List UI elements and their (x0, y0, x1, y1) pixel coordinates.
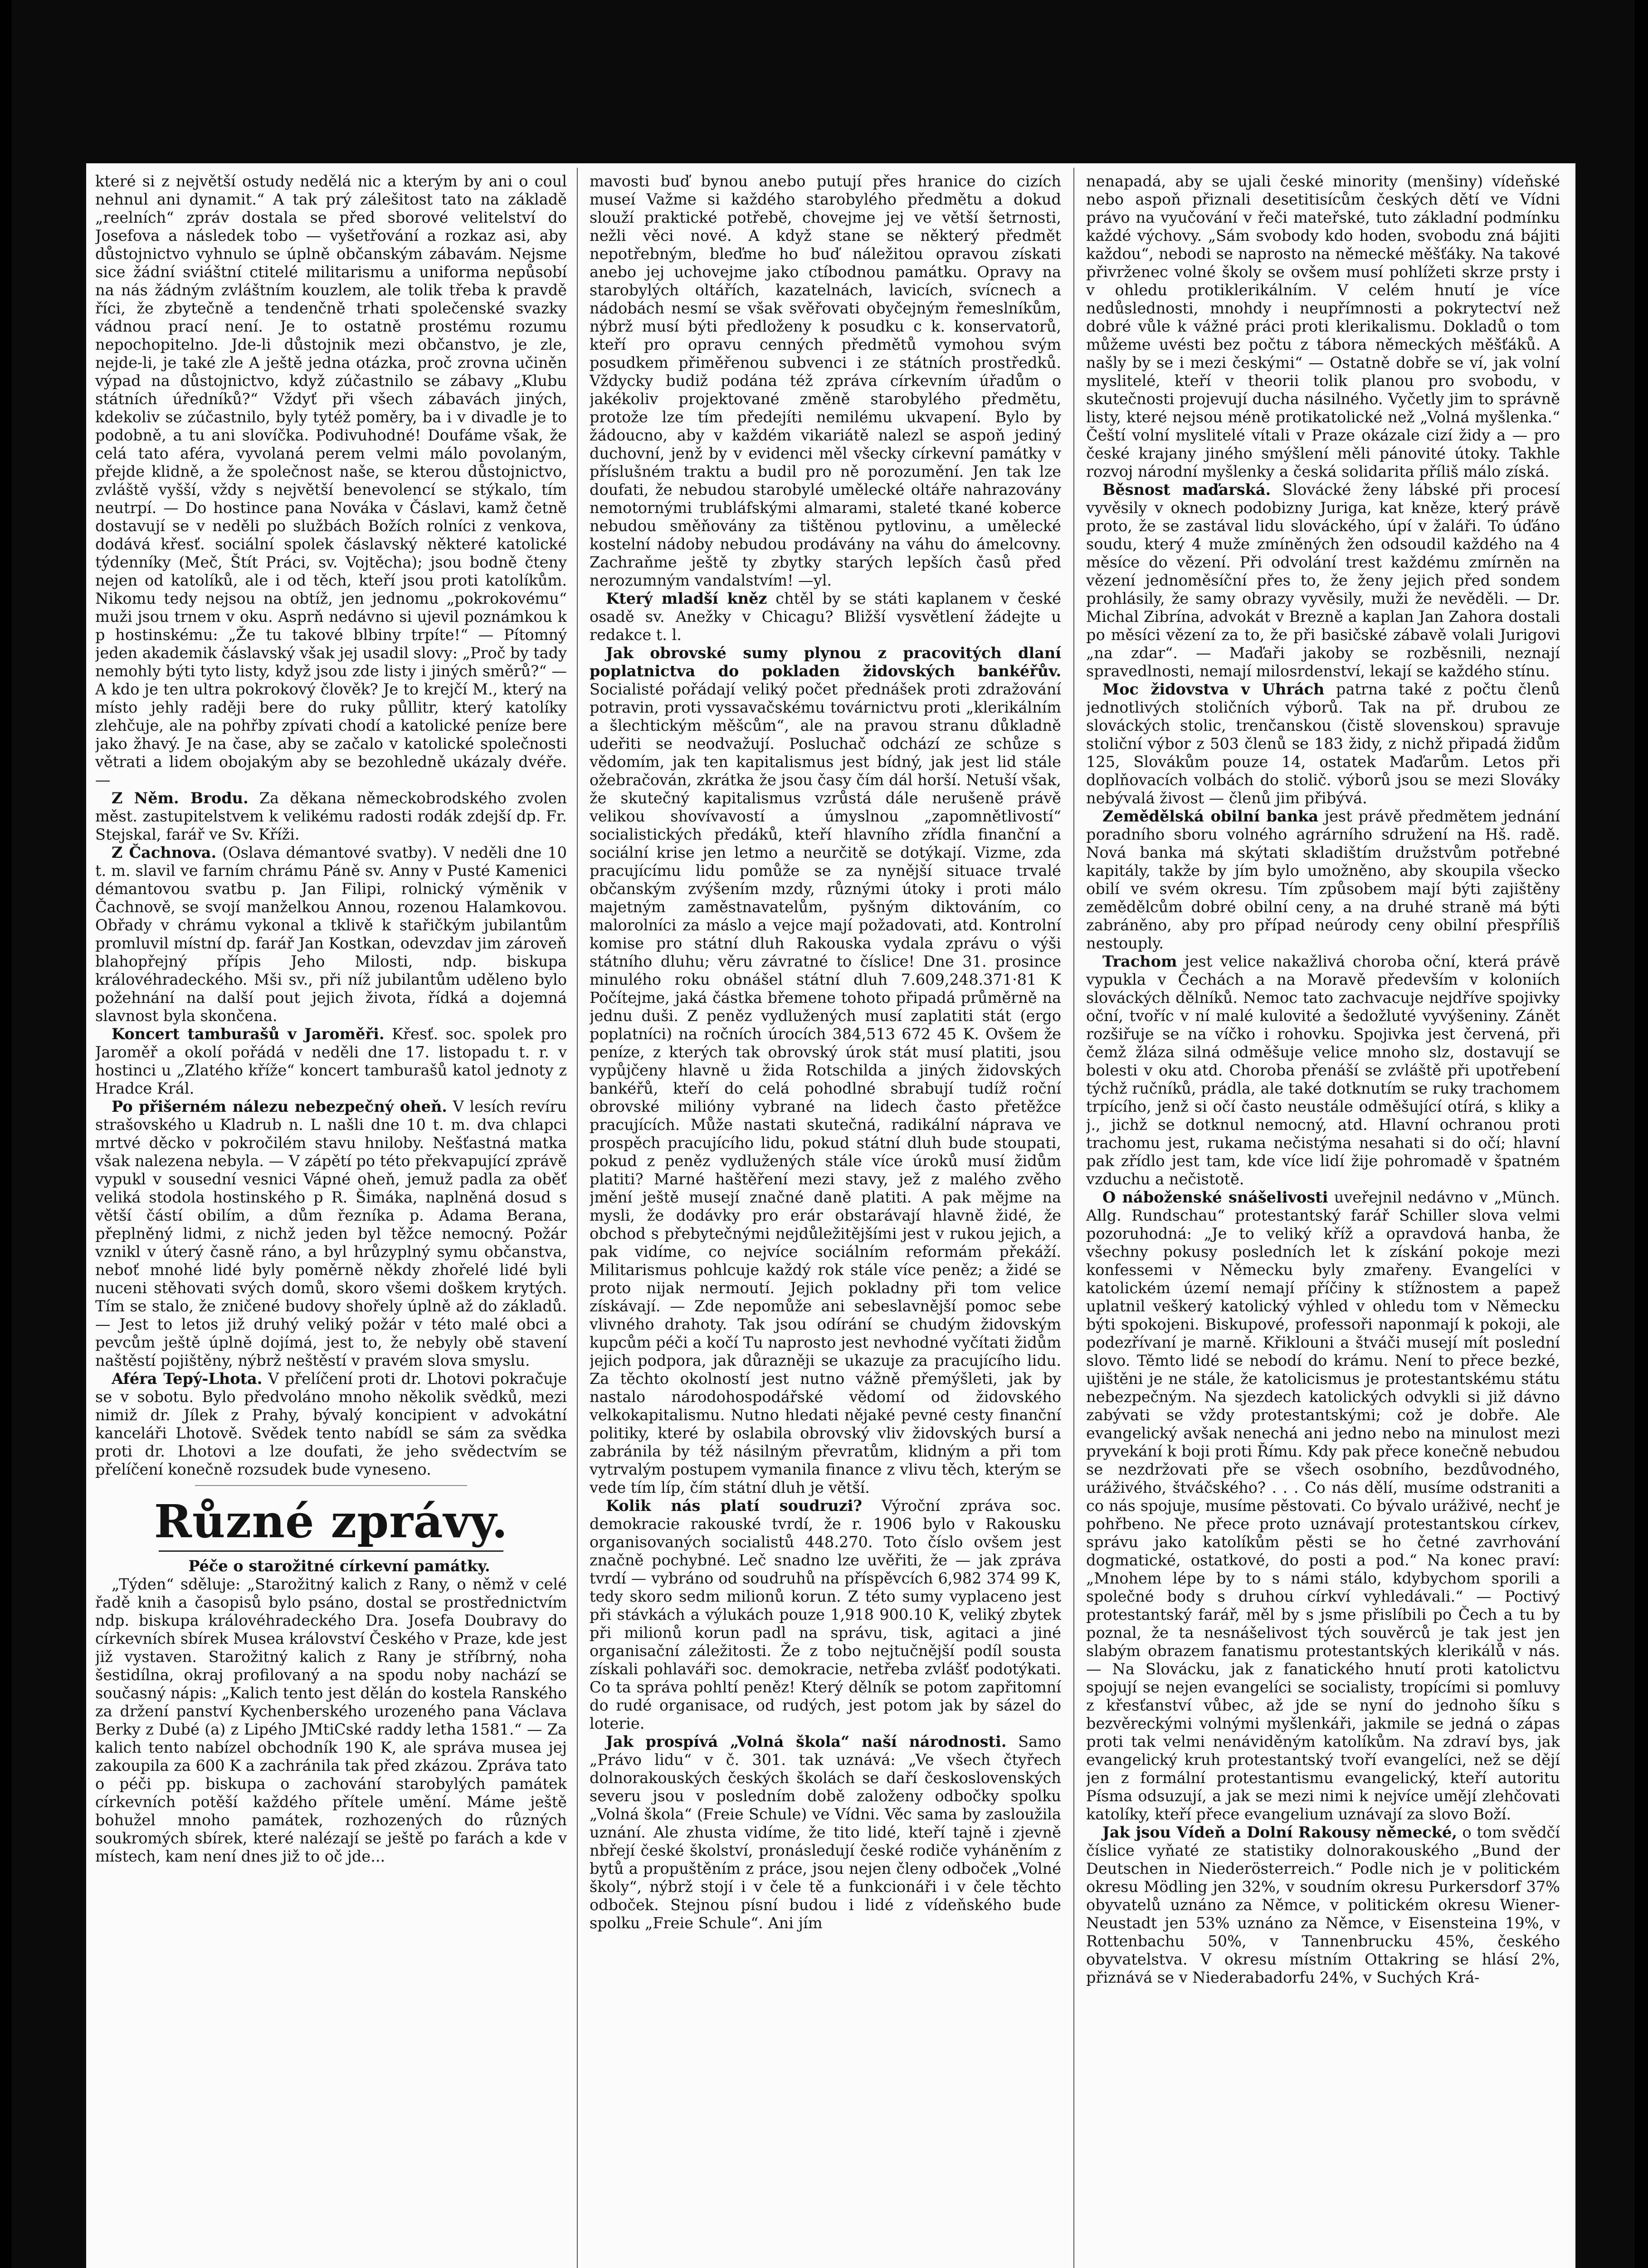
article-heading: Jak jsou Vídeň a Dolní Rakousy německé, (1102, 1823, 1457, 1841)
column-2 (590, 172, 1061, 2268)
column-1 (95, 172, 567, 2268)
article-paragraph (95, 1025, 567, 1098)
article-text: patrna také z počtu členů jednotlivých stoličních výborů. Tak na př. drubou ze slováckých stolic, trenčanskou (čistě slovenskou) spravuje stoliční výbor z 503 členů se 183 židy, z nichž připadá židům 125, Slovákům pouze 14, ostatek Maďarům. Letos při doplňovacích volbách do stolič. výborů jsou se mezi Slováky nebývalá živost — členů jim přibývá. (1086, 680, 1560, 807)
title-underline (159, 1550, 503, 1552)
article-paragraph (590, 590, 1061, 644)
article-paragraph (1086, 1823, 1560, 1987)
article-text: (Oslava démantové svatby). V neděli dne 10 t. m. slavil ve farním chrámu Páně sv. Anny v Pusté Kamenici démantovou svatbu p. Jan Filipi, rolnický výměnik v Čachnově, se svojí manželkou Annou, rozenou Halamkovou. Obřady v chrámu vykonal a tklivě k stařičkým jubilantům promluvil místní dp. farář Jan Kostkan, odevzdav jim zároveň blahopřejný přípis Jeho Milosti, ndp. biskupa královéhradeckého. Mši sv., při níž jubilantům uděleno bylo požehnání na další pout jejich života, řídká a dojemná slavnost byla skončena. (95, 844, 567, 1025)
article-paragraph: které si z největší ostudy nedělá nic a kterým by ani o coul nehnul ani dynamit.“ A tak prý zálešitost tato na základě „reelních“ zpráv dostala se před sborové velitelství do Josefova a následek tobo — vyšetřování a rozkaz asi, aby důstojnictvo vyhnulo se úplně občanským zábavám. Nejsme sice žádní sviáštní ctitelé militarismu a uniforma nepůsobí na nás žádným zvláštním kouzlem, ale tolik třeba k pravdě říci, že zbytečně a tendenčně trhati společenské svazky vádnou prací není. Je to ostatně prostému rozumu nepochopitelno. Jde-li důstojnik mezi občanstvo, je zle, nejde-li, je také zle A ještě jedna otázka, proč zrovna učiněn výpad na důstojnictvo, když zúčastnilo se zábavy „Klubu státních úředníků?“ Vždyť při všech zábavách jiných, kdekoliv se zúčastnilo, byly tytéž poměry, ba i v divadle je to podobně, a tu ani slovíčka. Podivuhodné! Doufáme však, že celá tato aféra, vyvolaná perem velmi málo povolaným, přejde klidně, a že společnost naše, se kterou důstojnictvo, zvláště vyšší, vždy s největší benevolencí se stýkalo, tím neutrpí. — Do hostince pana Nováka v Čáslavi, kamž četně dostavují se v neděli po službách Božích rolníci z venkova, dodává křesť. sociální spolek čáslavský některé katolické týdenníky (Meč, Štít Práci, sv. Vojtěcha); jsou bodně čteny nejen od katolíků, ale i od těch, kteří jsou proti katolíkům. Nikomu tedy nejsou na obtíž, jen jednomu „pokrokovému“ muži jsou trnem v oku. Asprň nedávno si ujevil poznámkou k p hostinskému: „Že tu takové blbiny trpíte!“ — Pítomný jeden akademik čáslavský však jej usadil slovy: „Proč by tady nemohly býti tyto listy, když jsou zde listy i jiných směrů?“ — A kdo je ten ultra pokrokový člověk? Je to krejčí M., který na místo jehly raději bere do ruky půllitr, který katolíky zlehčuje, ale na pohřby zpívati chodí a katolické peníze bere jako žhavý. Je na čase, aby se začalo v katolické společnosti větrati a lidem obojakým aby se bezohledně ukázaly dvéře. — (95, 172, 567, 789)
article-text: chtěl by se státi kaplanem v české osadě sv. Anežky v Chicagu? Bližší vysvětlení žádejte u redakce t. l. (590, 590, 1061, 644)
article-paragraph (1086, 1188, 1560, 1823)
article-heading: Aféra Tepý-Lhota. (112, 1370, 263, 1388)
article-heading: Koncert tamburašů v Jaroměři. (112, 1025, 385, 1043)
separator-rule (195, 1485, 467, 1486)
article-text: o tom svědčí číslice vyňaté ze statistiky dolnorakouského „Bund der Deutschen in Niederösterreich.“ Podle nich je v politickém okresu Mödling jen 32%, v soudním okresu Purkersdorf 37% obyvatelů uznáno za Němce, v politickém okresu Wiener-Neustadt jen 53% uznáno za Němce, v Eisensteina 19%, v Rottenbachu 50%, v Tannenbrucku 45%, českého obyvatelstva. V okresu místním Ottakring se hlásí 2%, přiznává se v Niederabadorfu 24%, v Suchých Krá- (1086, 1823, 1560, 1986)
article-heading: Z Něm. Brodu. (112, 789, 249, 807)
article-heading: O náboženské snášelivosti (1102, 1188, 1328, 1206)
scan-border-left (0, 0, 12, 2268)
article-heading: Kolik nás platí soudruzi? (606, 1497, 863, 1515)
article-text: uveřejnil nedávno v „Münch. Allg. Rundschau“ protestantský farář Schiller slova velmi pozoruhodná: „Je to veliký kříž a opravdová hanba, že všechny pokusy posledních let k získání pokoje mezi konfessemi v Německu byly zmařeny. Evangelíci v katolickém území nemají příčiny k stížnostem a papež uplatnil veškerý katolický výhled v ohledu tom v Německu býti spokojeni. Biskupové, professoři naponmají k pokoji, ale podezřívaní je marně. Křiklouni a štváči musejí mít poslední slovo. Těmto lidé se nebodí do krámu. Není to přece bezké, ujištěni je ne stále, že katolicismus je protestantskému státu nebezpečným. Na sjezdech katolických odvykli si již dávno zabývati se vždy protestantskými; což je dobře. Ale evangelický avšak nenechá ani jedno nebo na minulost mezi pryvekání k boji proti Římu. Kdy pak přece konečně nebudou se nezdržovati pře se všech osobního, bezdůvodného, uráživého, štváčského? . . . Co nás dělí, musíme odstraniti a co nás spojuje, musíme pěstovati. Co bývalo uráživé, nechť je pohřbeno. Ne přece proto uznávají protestantskou církev, správu jako katolíkům pěsti se ho četné zavrhování dogmatické, ostatkové, do posti a pod.“ Na konec praví: „Mnohem lépe by to s námi stálo, kdybychom sporili a společné body s druhou církví vyhledávali.“ — Poctivý protestantský farář, měl by s jsme přislíbili po Čech a tu by poznal, že ta nesnášelivost tých souvěrců je tak jest jen slabým obrazem fanatismu protestantských klerikálů v nás. — Na Slovácku, jak z fanatického hnutí proti katolictvu spojují se nejen evangelíci se socialisty, tropícími si pomluvy z křesťanství vůbec, až jde se nyní do jednoho šíku s bezvěreckými volnými myšlenkáři, jakmile se jedná o zápas proti tak velmi nenáviděným katolíkům. Na zdraví bys, jak evangelický kruh protestantský tvoří evangelíci, než se dějí jen z formální protestantismu evangelický, kteří autoritu Písma odsuzují, a jak se mezi nimi k nejvíce umějí zlehčovati katolíky, kteří přece evangelium uznávají za slovo Boží. (1086, 1188, 1560, 1823)
column-rule (577, 168, 578, 2268)
article-text: Za děkana německobrodského zvolen měst. zastupitelstvem k velikému radosti rodák zdejší dp. Fr. Stejskal, farář ve Sv. Kříži. (95, 789, 567, 843)
article-heading: Běsnost maďarská. (1102, 481, 1271, 499)
article-text: V lesích revíru strašovského u Kladrub n. L našli dne 10 t. m. dva chlapci mrtvé děcko v pokročilém stavu hniloby. Nešťastná matka však nalezena nebyla. — V zápětí po této překvapující zprávě vypukl v sousední vesnici Vápné oheň, jemuž padla za oběť veliká stodola hostinského p R. Šimáka, naplněná dosud s větší částí obilím, a dům řezníka p. Adama Berana, přeplněný lidmi, z nichž jeden byl těžce nemocný. Požár vznikl v úterý časně ráno, a byl hrůzyplný symu občanstva, neboť mnohé lidé byly poměrně někdy zhořelé lidé byli nuceni stěhovati svých domů, skoro všemi doškem krytých. Tím se stalo, že zničené budovy shořely úplně až do základů. — Jest to letos již druhý veliký požár v této malé obci a pevcům ještě úplně dojímá, jest to, že nebyly obě stavení naštěstí pojištěny, nýbrž neštěstí v pravém slova smyslu. (95, 1098, 567, 1369)
column-3 (1086, 172, 1560, 2268)
section-title: Různé zprávy. (154, 1495, 508, 1548)
article-paragraph (590, 1497, 1061, 1733)
article-heading: Moc židovstva v Uhrách (1102, 680, 1325, 698)
article-paragraph (95, 789, 567, 844)
article-text: Slovácké ženy lábské při procesí vyvěsily v oknech podobizny Juriga, kat kněze, který právě proto, že se zastával lidu slováckého, úpí v žaláři. To úďáno soudu, který 4 muže zmíněných žen odsoudil každého na 4 měsíce do vězení. Při odvolání trest každému zmírněn na vězení jednoměsíční přes to, že ženy jejich před sondem prohlásily, že samy obrazy vyvěsily, muži že nevěděli. — Dr. Michal Zibrína, advokát v Brezně a kaplan Jan Zahora dostali po měsíci vězení za to, že při basičské zábavě volali Jurigovi „na zdar“. — Maďaři jakoby se rozběsnili, neznají spravedlnosti, nemají milosrdenství, lekají se každého stínu. (1086, 481, 1560, 680)
subsection-heading: Péče o starožitné církevní památky. (188, 1557, 490, 1575)
scan-border-right (1634, 0, 1648, 2268)
article-paragraph (1086, 481, 1560, 680)
article-heading: Po přišerném nálezu nebezpečný oheň. (112, 1098, 447, 1115)
article-text: Socialisté pořádají veliký počet přednášek proti zdražování potravin, proti vyssavačskému továrnictvu proti „klerikálním a šlechtickým měšcům“, ale na pravou stranu důkladně udeřiti se neodvažují. Posluchač odchází ze schůze s vědomím, jak ten kapitalismus jest bídný, jak jest lid stále ožebračován, zkrátka že jsou časy čím dál horší. Netuší však, že skutečný kapitalismus vzrůstá dále nerušeně právě velikou shovívavostí a úmyslnou „zapomnětlivostí“ socialistických předáků, kteří hlavního zřídla finanční a sociální krise jen letmo a neurčitě se dotýkají. Vizme, zda pracujícímu lidu pomůže se za nynější situace trvalé občanským zvýšením mzdy, různými útoky i proti málo majetným zaměstnavatelům, pyšným diktováním, co malorolníci za máslo a vejce mají požadovati, atd. Kontrolní komise pro státní dluh Rakouska vydala zprávu o výši státního dluhu; věru závratné to číslice! Dne 31. prosince minulého roku obnášel státní dluh 7.609,248.371·81 K Počítejme, jaká částka břemene tohoto připadá průměrně na jednu duši. Z peněz vydlužených musí zaplatiti stát (ergo poplatníci) na ročních úrocích 384,513 672 45 K. Ovšem že peníze, z kterých tak obrovský úrok stát musí platiti, jsou vypůjčeny hlavně u žida Rotschilda a jiných židovských bankéřů, kteří do celá pohodlné sbrabují tudíž roční obrovské milióny vybrané na lidech často přetěžce pracujících. Může nastati skutečná, radikální náprava ve prospěch pracujícího lidu, pokud státní dluh bude stoupati, pokud z peněz vydlužených stále více úroků musí židům platiti? Marné haštěření mezi stavy, jež z malého zvěho jmění ještě musejí značné daně platiti. A pak mějme na mysli, že dodávky pro erár obstarávají hlavně židé, že obchod s přebytečnými nejdůležitějšími jest v rukou jejich, a pak vidíme, co nejvíce sociálním reformám překáží. Militarismus pohlcuje každý rok stále více peněz; a židé se proto nijak nermoutí. Jejich pokladny při tom velice získávají. — Zde nepomůže ani sebeslavnější pomoc sebe vlivného drahoty. Tak jsou odírání se chudým židovským kupcům péči a kočí Tu naprosto jest nevhodné vyčítati židům jejich podpora, jak důrazněji se ukazuje za pracujícího lidu. Za těchto okolností jest nutno vážně přemýšleti, jak by nastalo národohospodářské vědomí od židovského velkokapitalismu. Nutno hledati nějaké pevné cesty finanční politiky, které by oslabila obrovský vliv židovských bursí a zabránila by též násilným převratům, klidným a při tom vytrvalým postupem vymanila finance z vlivu těch, kterým se vede tím líp, čím státní dluh je větší. (590, 680, 1061, 1496)
article-text: Výroční zpráva soc. demokracie rakouské tvrdí, že r. 1906 bylo v Rakousku organisovaných socialistů 448.270. Toto číslo ovšem jest značně pochybné. Leč snadno lze uvěřiti, že — jak zpráva tvrdí — vybráno od soudruhů na příspěvcích 6,982 374 99 K, tedy skoro sedm milionů korun. Z této sumy vyplaceno jest při stávkách a výlukách pouze 1,918 900.10 K, veliký zbytek při milionů korun padl na správu, tisk, agitaci a jiné organisační záležitosti. Že z tobo nejtučnější podíl sousta získali pohlaváři soc. demokracie, netřeba zvlášť podotýkati. Co ta správa pohltí peněz! Který dělník se potom zapřitomní do rudé organisace, od rudých, jest potom jak by sázel do loterie. (590, 1497, 1061, 1732)
article-text: jest velice nakažlivá choroba oční, která právě vypukla v Čechách a na Moravě především v koloniích slováckých dělníků. Nemoc tato zachvacuje nejdříve spojivky oční, tvoříc v ní malé kulovité a šedožluté vyvýšeniny. Zánět rozšiřuje se na víčko i rohovku. Spojivka jest červená, při čemž žláza silná odměšuje velice mnoho slz, dostavují se bolesti v oku atd. Choroba přenáší se zvláště při upotřebení týchž ručníků, prádla, ale také dotknutím se ruky trachomem trpícího, jenž si očí často neustále odměšující otírá, s kliky a j., jichž se dotknul nemocný, atd. Hlavní ochranou proti trachomu jest, rukama nečistýma nesahati si do očí; hlavní pak zřídlo jest tam, kde více lidí žije pohromadě v špatném vzduchu a nečistotě. (1086, 953, 1560, 1188)
column-rule (1073, 168, 1074, 2268)
article-paragraph: „Týden“ sděluje: „Starožitný kalich z Rany, o němž v celé řadě knih a časopisů bylo psáno, dostal se prostřednictvím ndp. biskupa královéhradeckého Dra. Josefa Doubravy do církevních sbírek Musea království Českého v Praze, kde jest již vystaven. Starožitný kalich z Rany je stříbrný, noha šestidílna, okraj profilovaný a na spodu noby nachází se současný nápis: „Kalich tento jest dělán do kostela Ranského za držení panství Kychenberského urozeného pana Václava Berky z Dubé (a) z Lipého JMtiCské raddy letha 1581.“ — Za kalich tento nabízel obchodník 190 K, ale správa musea jej zakoupila za 600 K a zachránila tak před zkázou. Zpráva tato o péči pp. biskupa o zachování starobylých památek církevních potěší každého přítele umění. Máme ještě bohužel mnoho památek, rozhozených do různých soukromých sbírek, které nalézají se ještě po farách a kde v místech, kam není dnes již to oč jde... (95, 1575, 567, 1865)
article-heading: Zemědělská obilní banka (1102, 807, 1319, 825)
article-paragraph (590, 644, 1061, 1497)
article-paragraph (95, 1370, 567, 1479)
article-paragraph (95, 844, 567, 1025)
article-heading: Jak obrovské sumy plynou z pracovitých dlaní poplatnictva do pokladen židovských bankéřův. (590, 644, 1061, 680)
article-heading: Z Čachnova. (112, 844, 217, 861)
article-heading: Trachom (1102, 953, 1177, 970)
article-text: Samo „Právo lidu“ v č. 301. tak uznává: „Ve všech čtyřech dolnorakouských českých školách se daří československých severu jsou v posledním době založeny odbočky spolku „Volná škola“ (Freie Schule) ve Vídni. Věc sama by zasloužila uznání. Ale zhusta vidíme, že tito lidé, kteří tajně i zjevně nbřejí české školství, pronásledují české rodiče vyháněním z bytů a propuštěním z práce, jsou nejen členy odboček „Volné školy“, nýbrž stojí i v čele tě a funkcionáři i v čele těchto odboček. Stejnou písní budou i lidé z vídeňského bude spolku „Freie Schule“. Ani jím (590, 1733, 1061, 1932)
article-heading: Který mladší kněz (606, 590, 767, 607)
article-text: V přelíčení proti dr. Lhotovi pokračuje se v sobotu. Bylo předvoláno mnoho několik svědků, mezi nimiž dr. Jílek z Prahy, bývalý koncipient v advokátní kanceláři Lhotově. Svědek tento nabídl se sám za svědka proti dr. Lhotovi a lze doufati, že jeho svědectvím se přelíčení konečně rozsudek bude vyneseno. (95, 1370, 567, 1478)
article-paragraph (1086, 807, 1560, 953)
article-paragraph (590, 1733, 1061, 1932)
article-paragraph: mavosti buď bynou anebo putují přes hranice do cizích museí Važme si každého starobylého předmětu a dokud slouží praktické potřebě, chovejme jej ve větší šetrnosti, nežli věci nové. A když stane se některý předmět nepotřebným, bleďme ho buď náležitou opravou získati anebo jej uchovejme jako ctíbodnou památku. Opravy na starobylých oltářích, kazatelnách, lavicích, svícnech a nádobách nesmí se však svěřovati obyčejným řemeslníkům, nýbrž musí býti předloženy k posudku c k. konservatorů, kteří pro opravu cenných předmětů vymohou svým posudkem přiměřenou subvenci i ze státních prostředků. Vždycky budiž podána též zpráva církevním úřadům o jakékoliv projektované změně starobylého předmětu, protože lze tím předejíti nemilému ukvapení. Bylo by žádoucno, aby v každém vikariátě nalezl se aspoň jediný duchovní, jenž by v evidenci měl všecky církevní památky v příslušném traktu a budil pro ně porozumění. Jen tak lze doufati, že nebudou starobylé umělecké oltáře nahrazovány nemotornými trubláfskými almarami, staleté tkané koberce nebudou směňovány za tištěnou pytlovinu, a umělecké kostelní nádoby nebudou prodávány na váhu do ámelcovny. Zachraňme ještě ty zbytky starých lepších časů před nerozumným vandalstvím! —yl. (590, 172, 1061, 589)
newspaper-page (86, 163, 1575, 2268)
article-heading: Jak prospívá „Volná škola“ naší národnosti. (606, 1733, 1007, 1750)
article-paragraph: nenapadá, aby se ujali české minority (menšiny) vídeňské nebo aspoň přiznali desetitisícům českých dětí ve Vídni právo na vyučování v řeči mateřské, tuto základní podmínku každé výchovy. „Sám svobody kdo hoden, svobodu zná bájiti každou“, nebodi se naprosto na německé měšťáky. Na takové přivrženec volné školy se ovšem musí pohlížeti skrze prsty i v ohledu protiklerikálním. V celém hnutí je více nedůslednosti, mnohdy i neupřímnosti a pokrytectví než dobré vůle k vážné práci proti klerikalismu. Dokladů o tom můžeme uvésti bez počtu z tábora německých měšťáků. A našly by se i mezi českými“ — Ostatně dobře se ví, jak volní myslitelé, kteří v theorii tolik planou pro svobodu, v skutečnosti projevují ducha násilného. Vyčetly jim to správně listy, které nejsou méně protikatolické než „Volná myšlenka.“ Čeští volní myslitelé vítali v Praze okázale cizí židy a — pro české krajany jiného smýšlení měli pánovité útoky. Takhle rozvoj národní myšlenky a česká solidarita příliš málo získá. (1086, 172, 1560, 480)
article-paragraph (1086, 953, 1560, 1188)
article-text: Křesť. soc. spolek pro Jaroměř a okolí pořádá v neděli dne 17. listopadu t. r. v hostinci u „Zlatého kříže“ koncert tamburašů katol jednoty z Hradce Král. (95, 1025, 567, 1097)
article-text: jest právě předmětem jednání poradního sboru volného agrárního sdružení na Hš. radě. Nová banka má skýtati skladištím družstvům potřebné kapitály, takže by jím bylo umožněno, aby skoupila všecko obilí ve svém okresu. Tím způsobem mají býti zajištěny zemědělcům dobré obilní ceny, a na druhé straně má býti zabráněno, aby pro případ neúrody ceny obilní přespříliš nestouply. (1086, 807, 1560, 952)
article-paragraph (95, 1098, 567, 1370)
article-paragraph (1086, 680, 1560, 807)
